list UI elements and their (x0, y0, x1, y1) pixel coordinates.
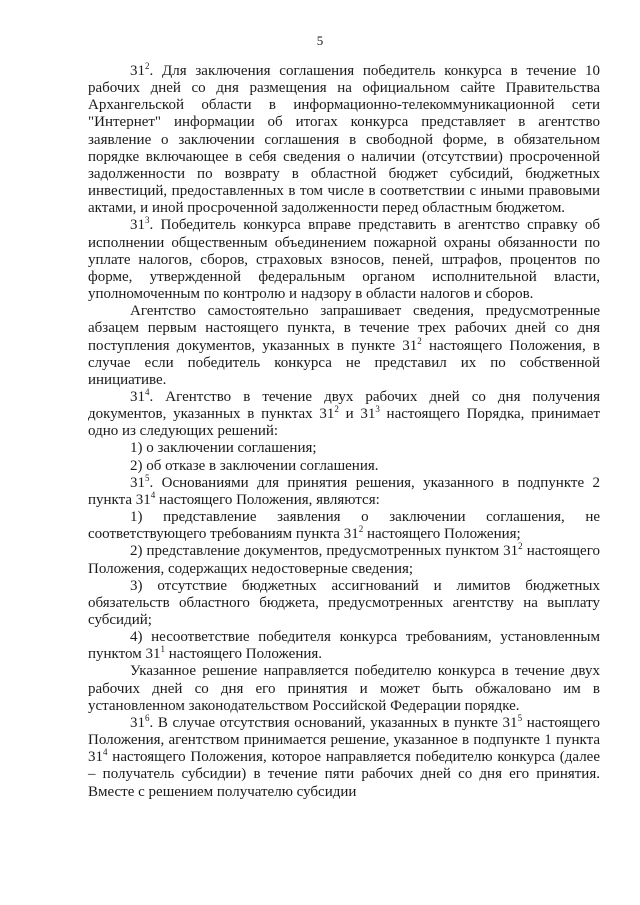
text-run: 31 (130, 474, 145, 491)
page-number: 5 (316, 33, 324, 48)
superscript: 5 (517, 712, 523, 723)
text-run: 1) о заключении соглашения; (130, 440, 317, 457)
paragraph-31-4 (88, 386, 601, 440)
paragraph-31-5 (88, 472, 600, 509)
superscript: 6 (145, 712, 150, 723)
superscript: 2 (358, 524, 364, 535)
superscript: 2 (417, 335, 422, 346)
list-item-ground-4 (88, 629, 600, 663)
list-item-ground-2 (88, 543, 600, 577)
text-run: настоящего Положения. (164, 646, 323, 663)
paragraph-agency-request (88, 303, 600, 389)
text-run: 4) несоответствие победителя конкурса требованиям, установленным пунктом 31 (88, 629, 600, 663)
superscript: 3 (375, 404, 380, 415)
text-run: настоящего Положения, которое направляется победителю конкурса (далее – получатель субсидии) в течение пяти рабочих дней со дня его принятия. Вместе с решением получателю субсидии (88, 749, 600, 800)
text-run: 31 (130, 388, 145, 405)
document-body (88, 63, 600, 801)
superscript: 2 (145, 61, 150, 71)
superscript: 4 (103, 747, 108, 758)
list-item-ground-1 (88, 509, 600, 543)
list-item-conclusion (88, 440, 600, 457)
text-run: . В случае отсутствия оснований, указанных в пункте 31 (149, 714, 518, 731)
text-run: настоящего Положения, являются: (155, 491, 380, 508)
paragraph-decision-notice (88, 663, 600, 714)
superscript: 4 (150, 489, 156, 500)
text-run: 2) представление документов, предусмотренных пунктом 31 (130, 543, 519, 560)
text-run: . Для заключения соглашения победитель конкурса в течение 10 рабочих дней со дня размещения на официальном сайте Правительства Архангельской области в информационно-телекоммуникационной сети "Интернет" информации об итогах конкурса представляет в агентство заявление о заключении соглашения в свободной форме, в обязательном порядке включающее в себя сведения о наличии (отсутствии) просроченной задолженности по возврату в областной бюджет субсидий, бюджетных инвестиций, предоставленных в том числе в соответствии с иными правовыми актами, и иной просроченной задолженности перед областным бюджетом. (88, 63, 600, 217)
text-run: . Агентство в течение двух рабочих дней со дня получения документов, указанных в пунктах 31 (88, 388, 600, 423)
text-run: настоящего Положения, агентством принимается решение, указанное в подпункте 1 пункта 31 (88, 714, 600, 766)
paragraph-31-2 (88, 63, 600, 217)
text-run: . Победитель конкурса вправе представить в агентство справку об исполнении общественным объединением пожарной охраны обязанности по уплате налогов, сборов, страховых взносов, пеней, штрафов, процентов по форме, утвержденной федеральным органом исполнительной власти, уполномоченным по контролю и надзору в области налогов и сборов. (88, 217, 600, 303)
superscript: 3 (145, 215, 150, 226)
text-run: 31 (130, 714, 145, 731)
superscript: 2 (518, 541, 523, 552)
text-run: 3) отсутствие бюджетных ассигнований и лимитов бюджетных обязательств областного бюджета, предусмотренных агентству на выплату субсидий; (88, 577, 600, 628)
superscript: 1 (160, 644, 165, 655)
text-run: и 31 (338, 406, 376, 423)
text-run: Агентство самостоятельно запрашивает сведения, предусмотренные абзацем первым настоящего пункта, в течение трех рабочих дней со дня поступления документов, указанных в пункте 31 (88, 303, 600, 354)
text-run: 31 (130, 63, 145, 79)
paragraph-31-6 (88, 712, 600, 801)
text-run: 2) об отказе в заключении соглашения. (130, 457, 379, 474)
paragraph-31-3 (88, 217, 600, 303)
text-run: настоящего Положения, в случае если победитель конкурса не представил их по собственной инициативе. (88, 337, 600, 388)
superscript: 4 (145, 386, 150, 397)
list-item-refusal (88, 458, 600, 475)
superscript: 5 (145, 472, 150, 483)
list-item-ground-3 (88, 578, 600, 629)
text-run: 1) представление заявления о заключении соглашения, не соответствующего требованиям пункта 31 (88, 509, 600, 543)
text-run: Указанное решение направляется победителю конкурса в течение двух рабочих дней со дня его принятия и может быть обжаловано им в установленном законодательством Российской Федерации порядке. (88, 663, 600, 714)
text-run: . Основаниями для принятия решения, указанного в подпункте 2 пункта 31 (88, 474, 600, 508)
superscript: 2 (334, 404, 339, 415)
text-run: настоящего Порядка, принимает одно из следующих решений: (88, 406, 601, 440)
text-run: настоящего Положения, содержащих недостоверные сведения; (88, 543, 600, 577)
text-run: настоящего Положения; (363, 526, 521, 543)
text-run: 31 (130, 217, 145, 234)
